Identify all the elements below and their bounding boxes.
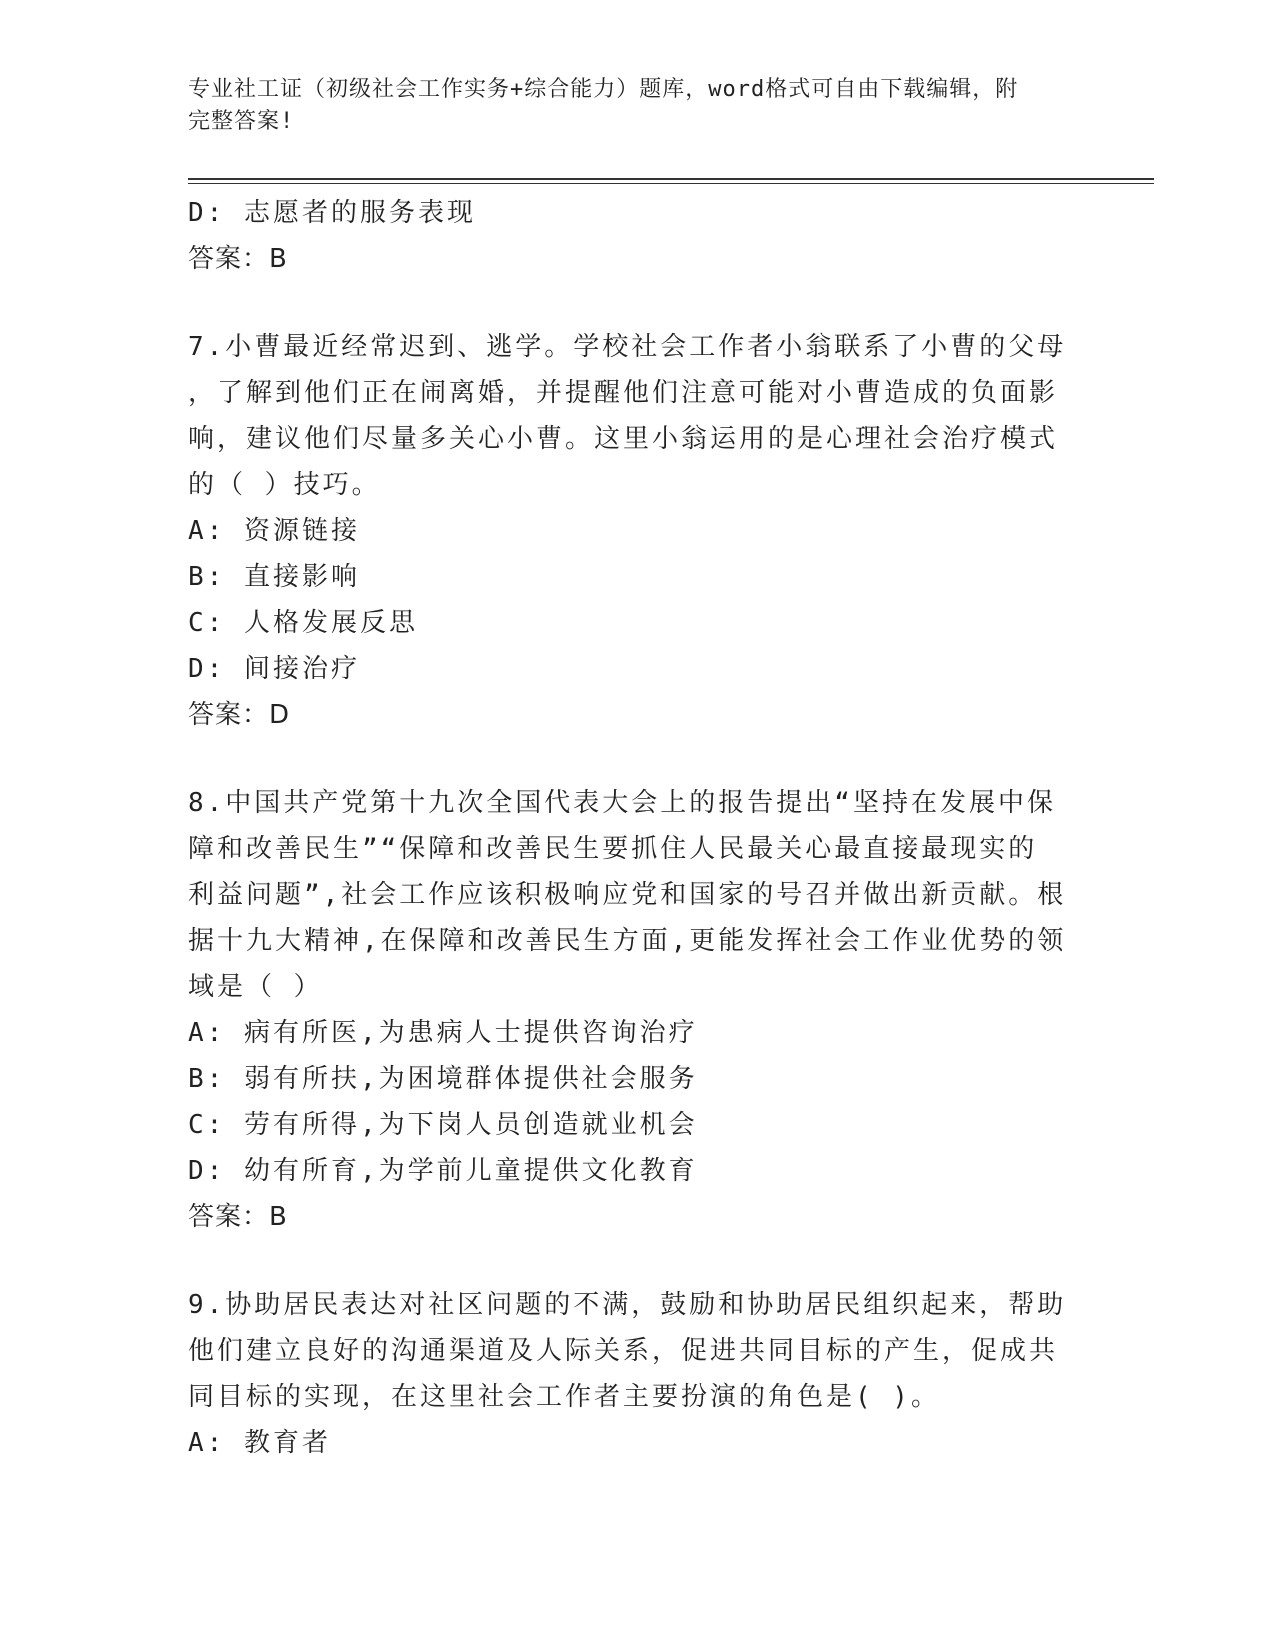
question-9: [188, 1282, 1068, 1466]
q6-answer: 答案：B: [188, 244, 288, 274]
q8-text-line-4: 据十九大精神,在保障和改善民生方面,更能发挥社会工作业优势的领: [188, 926, 1067, 956]
q8-option-a: A: 病有所医,为患病人士提供咨询治疗: [188, 1018, 698, 1048]
spacer: [188, 738, 1068, 780]
q7-text-line-1: 7.小曹最近经常迟到、逃学。学校社会工作者小翁联系了小曹的父母: [188, 332, 1067, 362]
q8-text-line-5: 域是（ ）: [188, 972, 323, 1002]
q8-option-d: D: 幼有所育,为学前儿童提供文化教育: [188, 1156, 698, 1186]
question-8: [188, 780, 1068, 1240]
question-content: [188, 190, 1068, 1466]
question-6-tail: [188, 190, 1068, 282]
q7-option-c: C: 人格发展反思: [188, 608, 418, 638]
spacer: [188, 282, 1068, 324]
q7-option-a: A: 资源链接: [188, 516, 360, 546]
spacer: [188, 1240, 1068, 1282]
question-7: [188, 324, 1068, 738]
q8-option-b: B: 弱有所扶,为困境群体提供社会服务: [188, 1064, 698, 1094]
q7-answer: 答案：D: [188, 700, 291, 730]
header-rule-thick: [188, 178, 1154, 180]
q6-option-d: D: 志愿者的服务表现: [188, 198, 476, 228]
q9-text-line-2: 他们建立良好的沟通渠道及人际关系，促进共同目标的产生，促成共: [188, 1336, 1059, 1366]
q8-text-line-1: 8.中国共产党第十九次全国代表大会上的报告提出“坚持在发展中保: [188, 788, 1056, 818]
q9-option-a: A: 教育者: [188, 1428, 331, 1458]
q9-text-line-1: 9.协助居民表达对社区问题的不满，鼓励和协助居民组织起来，帮助: [188, 1290, 1067, 1320]
q7-text-line-3: 响，建议他们尽量多关心小曹。这里小翁运用的是心理社会治疗模式: [188, 424, 1059, 454]
header-rule-thin: [188, 183, 1154, 184]
q8-option-c: C: 劳有所得,为下岗人员创造就业机会: [188, 1110, 698, 1140]
header-line-1: 专业社工证（初级社会工作实务+综合能力）题库，word格式可自由下载编辑，附: [188, 77, 1019, 102]
q8-text-line-2: 障和改善民生”“保障和改善民生要抓住人民最关心最直接最现实的: [188, 834, 1038, 864]
page-header: [188, 74, 1088, 138]
q7-text-line-2: ，了解到他们正在闹离婚，并提醒他们注意可能对小曹造成的负面影: [188, 378, 1059, 408]
q8-text-line-3: 利益问题”,社会工作应该积极响应党和国家的号召并做出新贡献。根: [188, 880, 1067, 910]
header-line-2: 完整答案!: [188, 109, 295, 134]
q9-text-line-3: 同目标的实现，在这里社会工作者主要扮演的角色是( )。: [188, 1382, 940, 1412]
q7-option-b: B: 直接影响: [188, 562, 360, 592]
q8-answer: 答案：B: [188, 1202, 288, 1232]
q7-option-d: D: 间接治疗: [188, 654, 360, 684]
q7-text-line-4: 的（ ）技巧。: [188, 470, 381, 500]
